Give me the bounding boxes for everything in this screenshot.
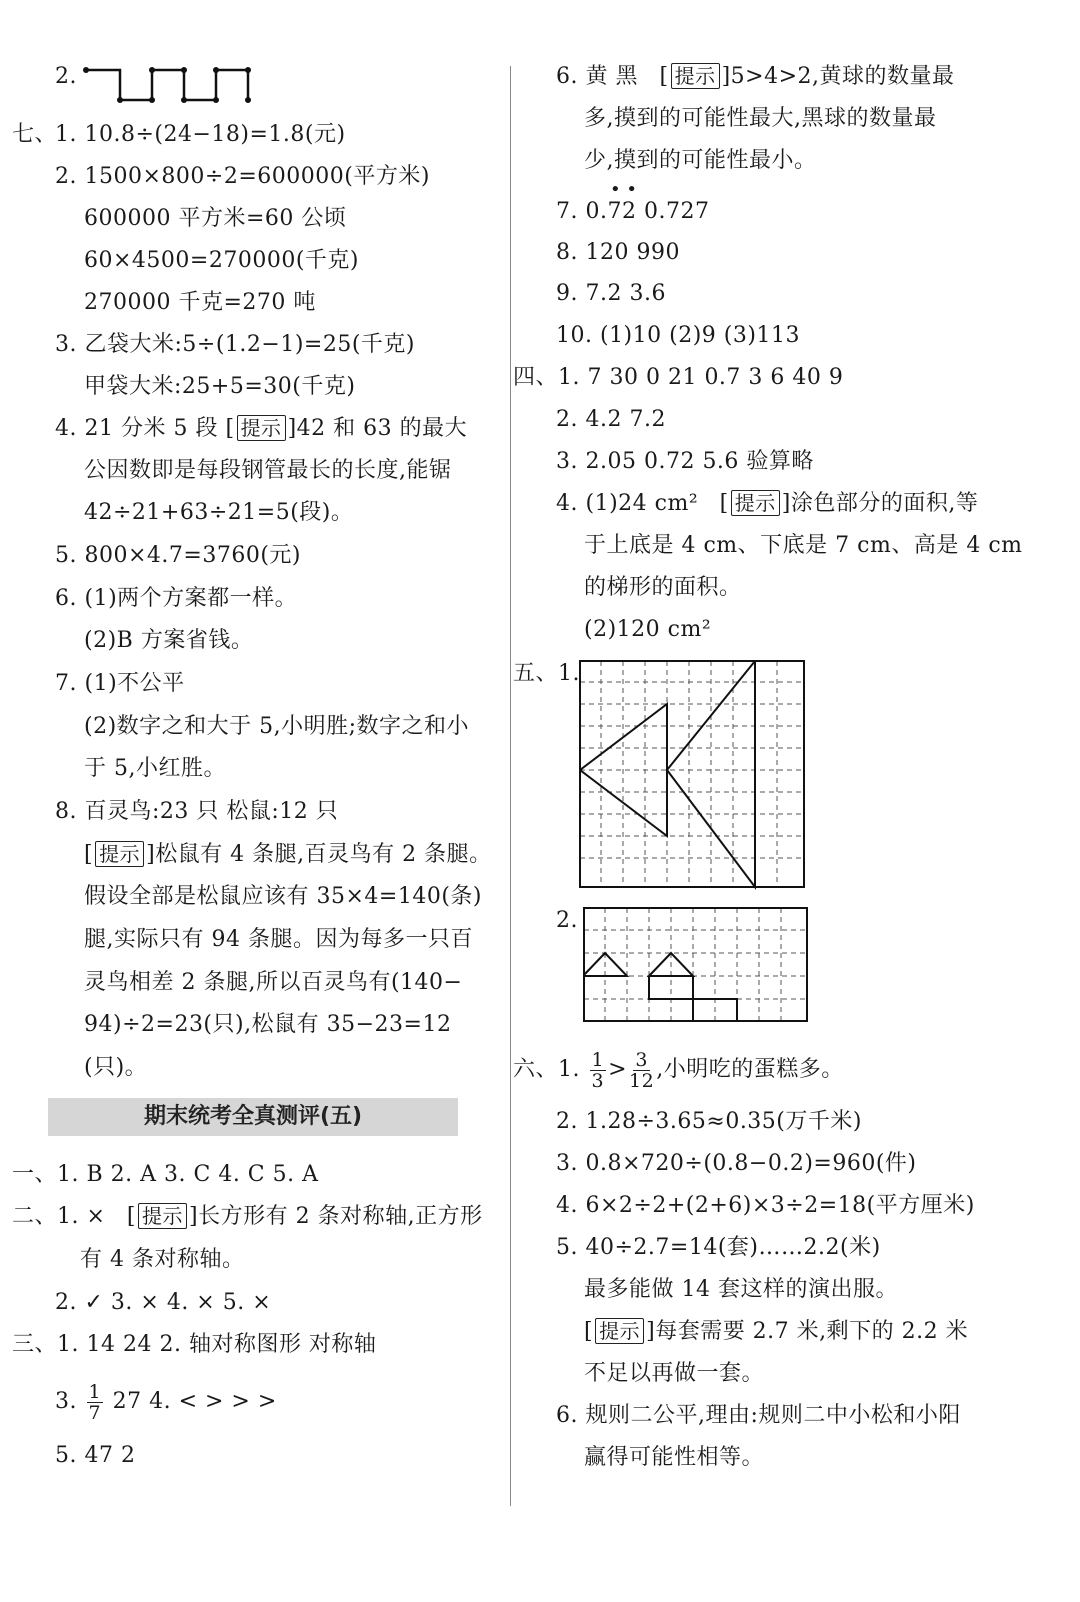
answer-line: 270000 千克=270 吨 <box>84 290 316 315</box>
answer-line: 7. (1)不公平 <box>55 671 185 696</box>
answer-line: 2. 1.28÷3.65≈0.35(万千米) <box>556 1109 862 1134</box>
answer-line: (只)。 <box>84 1055 148 1080</box>
fence-line-figure <box>82 64 262 106</box>
answer-line: 4. 21 分米 5 段 [ 提示 ]42 和 63 的最大 <box>55 416 468 441</box>
answer-text: 每套需要 2.7 米,剩下的 2.2 米 <box>655 1319 969 1344</box>
answer-line: 5. 40÷2.7=14(套)……2.2(米) <box>556 1235 881 1260</box>
answer-text: 六、1. <box>513 1057 580 1082</box>
answer-line <box>513 1048 844 1092</box>
answer-line: 最多能做 14 套这样的演出服。 <box>584 1277 898 1302</box>
answer-line: 2. <box>556 908 578 933</box>
answer-line: 60×4500=270000(千克) <box>84 248 359 273</box>
answer-text: ,小明吃的蛋糕多。 <box>656 1057 844 1082</box>
fraction: $\frac{1}{7}$ <box>88 1380 102 1424</box>
answer-line: 5. 800×4.7=3760(元) <box>55 543 301 568</box>
answer-line: 600000 平方米=60 公顷 <box>84 206 347 231</box>
symmetry-grid-figure <box>579 660 806 890</box>
section-label: 七、 <box>12 122 58 147</box>
answer-line: 3. 乙袋大米:5÷(1.2−1)=25(千克) <box>55 332 416 357</box>
answer-line: (2)120 cm² <box>584 617 712 642</box>
answer-line: 6. (1)两个方案都一样。 <box>55 586 298 611</box>
column-divider <box>510 66 511 1506</box>
answer-line: 假设全部是松鼠应该有 35×4=140(条) <box>84 884 483 909</box>
answer-text: 27 4. < > > > <box>112 1389 277 1414</box>
translation-grid-figure <box>583 907 809 1023</box>
answer-line: 2. 4.2 7.2 <box>556 407 666 432</box>
answer-line: [ 提示 ]松鼠有 4 条腿,百灵鸟有 2 条腿。 <box>84 842 492 867</box>
answer-line: 少,摸到的可能性最小。 <box>584 148 817 173</box>
answer-line: 4. 6×2÷2+(2+6)×3÷2=18(平方厘米) <box>556 1193 975 1218</box>
hint-badge: 提示 <box>95 841 144 867</box>
greater-than-sign: > <box>608 1057 628 1082</box>
answer-text: 6. 黄 黑 <box>556 64 638 89</box>
repeating-decimal-dots: • • <box>610 179 637 200</box>
answer-line: 三、1. 14 24 2. 轴对称图形 对称轴 <box>12 1332 377 1357</box>
hint-badge: 提示 <box>237 415 286 441</box>
answer-line: 腿,实际只有 94 条腿。因为每多一只百 <box>84 927 473 952</box>
answer-line: 4. (1)24 cm² [ 提示 ]涂色部分的面积,等 <box>556 491 979 516</box>
answer-line: 3. 0.8×720÷(0.8−0.2)=960(件) <box>556 1151 917 1176</box>
answer-text: 4. 21 分米 5 段 <box>55 416 218 441</box>
answer-line: 二、1. × [ 提示 ]长方形有 2 条对称轴,正方形 <box>12 1204 483 1229</box>
answer-line: 有 4 条对称轴。 <box>80 1247 245 1272</box>
answer-line: 42÷21+63÷21=5(段)。 <box>84 500 354 525</box>
answer-line: 2. 1500×800÷2=600000(平方米) <box>55 164 430 189</box>
hint-badge: 提示 <box>595 1318 644 1344</box>
hint-badge: 提示 <box>731 490 780 516</box>
answer-line: (2)数字之和大于 5,小明胜;数字之和小 <box>84 714 470 739</box>
answer-line: 2. <box>55 64 77 89</box>
answer-line: 9. 7.2 3.6 <box>556 281 666 306</box>
answer-line: (2)B 方案省钱。 <box>84 628 254 653</box>
answer-line: 3. 2.05 0.72 5.6 验算略 <box>556 449 814 474</box>
hint-badge: 提示 <box>671 63 720 89</box>
answer-text: 3. <box>55 1389 77 1414</box>
answer-text: 5>4>2,黄球的数量最 <box>730 64 955 89</box>
hint-badge: 提示 <box>138 1203 187 1229</box>
answer-line: 不足以再做一套。 <box>584 1361 765 1386</box>
answer-line: 8. 120 990 <box>556 240 680 265</box>
answer-line: 一、1. B 2. A 3. C 4. C 5. A <box>12 1162 319 1187</box>
answer-line: 于 5,小红胜。 <box>84 756 226 781</box>
fraction: $\frac{1}{3}$ <box>591 1048 605 1092</box>
answer-line: 的梯形的面积。 <box>584 575 742 600</box>
answer-line: 公因数即是每段钢管最长的长度,能锯 <box>84 458 452 483</box>
answer-line: 五、1. <box>513 661 580 686</box>
section-title-banner: 期末统考全真测评(五) <box>48 1098 458 1136</box>
answer-text: 涂色部分的面积,等 <box>790 491 979 516</box>
answer-line: 于上底是 4 cm、下底是 7 cm、高是 4 cm <box>584 533 1023 558</box>
answer-line: 10. (1)10 (2)9 (3)113 <box>556 323 800 348</box>
answer-line: 四、1. 7 30 0 21 0.7 3 6 40 9 <box>513 365 844 390</box>
answer-text: 二、1. × <box>12 1204 106 1229</box>
answer-line: 6. 黄 黑 [ 提示 ]5>4>2,黄球的数量最 <box>556 64 955 89</box>
answer-text: 松鼠有 4 条腿,百灵鸟有 2 条腿。 <box>155 842 492 867</box>
answer-line: 5. 47 2 <box>55 1443 136 1468</box>
answer-text: 42 和 63 的最大 <box>296 416 468 441</box>
answer-line: 多,摸到的可能性最大,黑球的数量最 <box>584 106 937 131</box>
answer-line: 94)÷2=23(只),松鼠有 35−23=12 <box>84 1012 452 1037</box>
answer-line: 甲袋大米:25+5=30(千克) <box>84 374 356 399</box>
answer-line: 6. 规则二公平,理由:规则二中小松和小阳 <box>556 1403 961 1428</box>
answer-line <box>55 1380 277 1424</box>
answer-text: 长方形有 2 条对称轴,正方形 <box>198 1204 483 1229</box>
answer-line: 灵鸟相差 2 条腿,所以百灵鸟有(140− <box>84 970 463 995</box>
answer-line: 赢得可能性相等。 <box>584 1445 765 1470</box>
answer-line: 8. 百灵鸟:23 只 松鼠:12 只 <box>55 799 339 824</box>
answer-text: 4. (1)24 cm² <box>556 491 699 516</box>
fraction: $\frac{3}{12}$ <box>629 1048 655 1092</box>
answer-line: 1. 10.8÷(24−18)=1.8(元) <box>55 122 346 147</box>
answer-line: 2. ✓ 3. × 4. × 5. × <box>55 1290 272 1315</box>
answer-line: [ 提示 ]每套需要 2.7 米,剩下的 2.2 米 <box>584 1319 969 1344</box>
answer-line: 7. 0.72 0.727 <box>556 199 710 224</box>
